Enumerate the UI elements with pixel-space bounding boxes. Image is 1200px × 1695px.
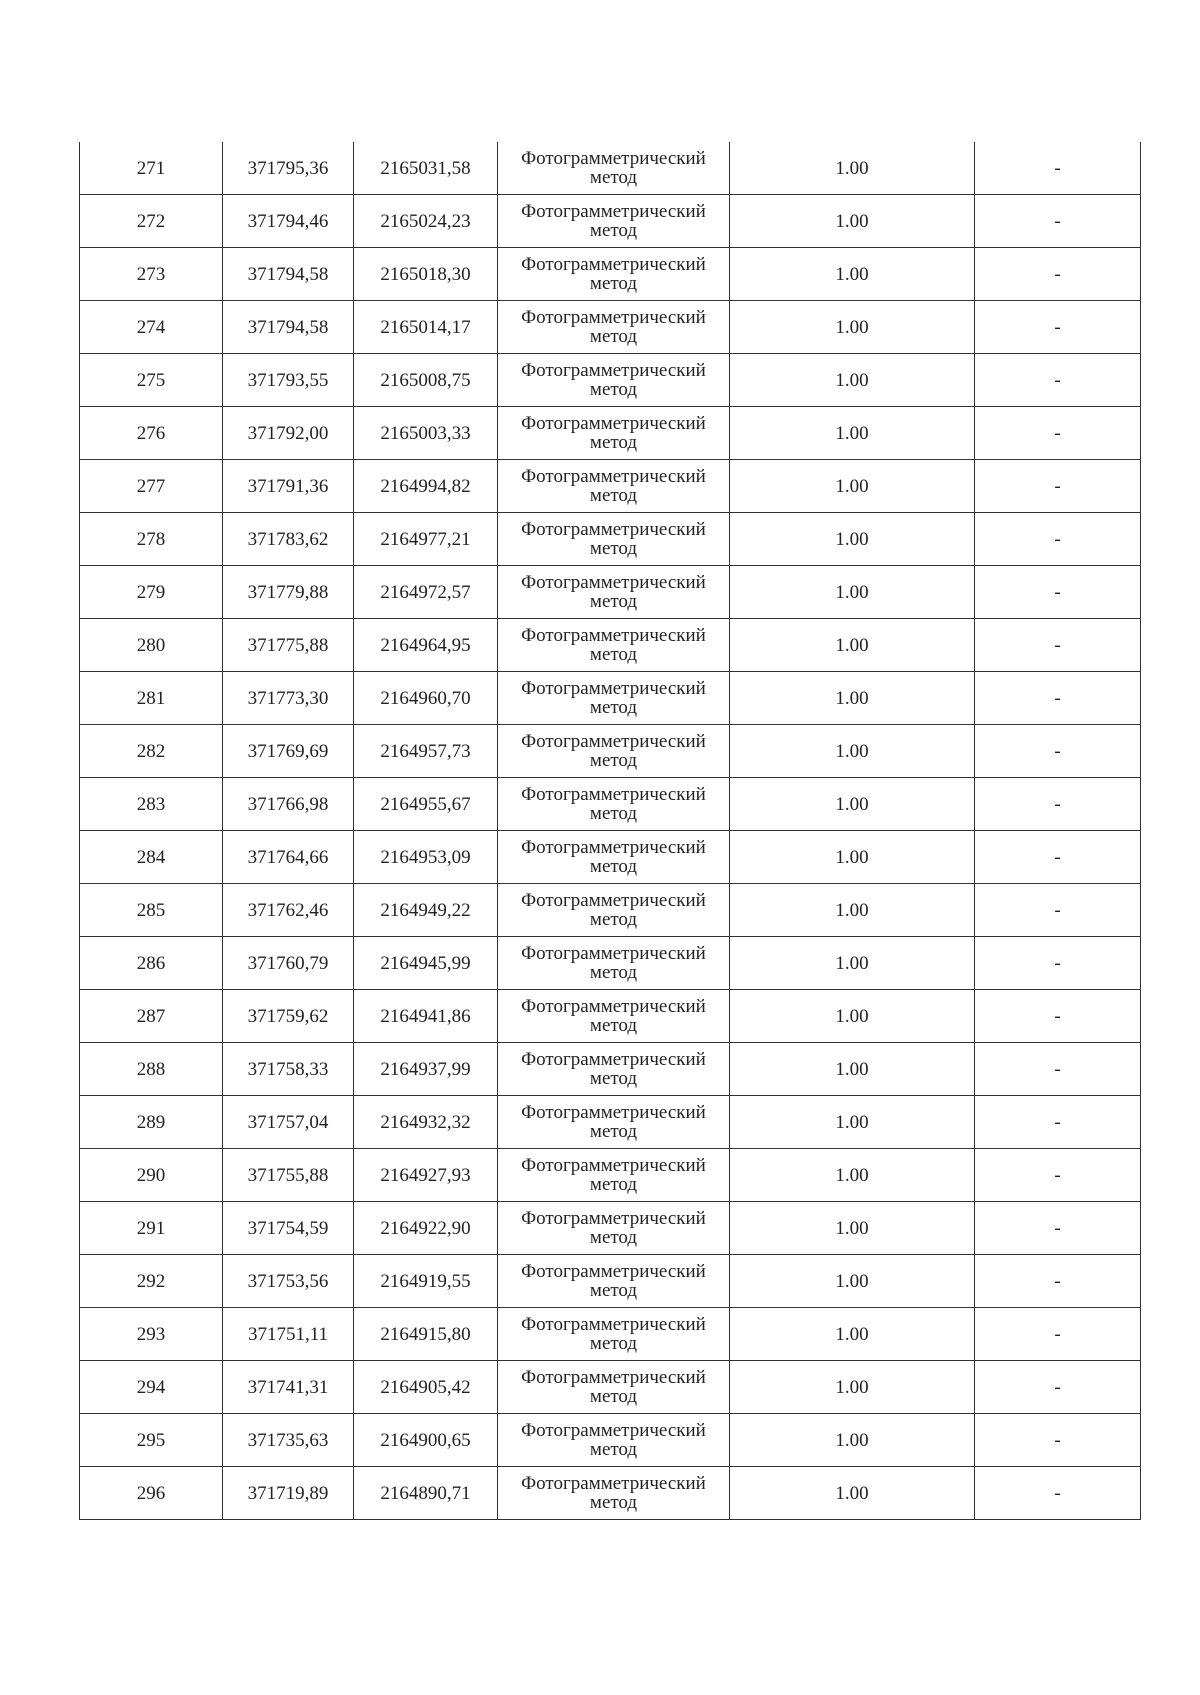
table-row <box>80 1308 1141 1361</box>
point-number-cell: 276 <box>80 407 223 460</box>
point-number-cell: 293 <box>80 1308 223 1361</box>
point-number-cell: 286 <box>80 937 223 990</box>
table-row <box>80 1414 1141 1467</box>
x-coordinate-cell: 371769,69 <box>223 725 354 778</box>
x-coordinate-cell: 371757,04 <box>223 1096 354 1149</box>
accuracy-cell: 1.00 <box>730 1467 975 1520</box>
note-cell: - <box>975 513 1141 566</box>
method-cell <box>498 831 730 884</box>
method-text-line-1: Фотограмметрический <box>521 625 706 646</box>
method-cell <box>498 407 730 460</box>
note-cell: - <box>975 725 1141 778</box>
point-number-cell: 278 <box>80 513 223 566</box>
method-text-line-1: Фотограмметрический <box>521 1102 706 1123</box>
method-text-line-2: метод <box>589 1121 638 1142</box>
y-coordinate-cell: 2164915,80 <box>354 1308 498 1361</box>
x-coordinate-cell: 371760,79 <box>223 937 354 990</box>
method-text-line-1: Фотограмметрический <box>521 1420 706 1441</box>
y-coordinate-cell: 2164919,55 <box>354 1255 498 1308</box>
method-text-line-2: метод <box>589 1439 638 1460</box>
method-text-line-2: метод <box>589 856 638 877</box>
method-cell <box>498 1202 730 1255</box>
table-row <box>80 1043 1141 1096</box>
accuracy-cell: 1.00 <box>730 460 975 513</box>
method-text-line-1: Фотограмметрический <box>521 1473 706 1494</box>
table-row <box>80 513 1141 566</box>
method-cell <box>498 1308 730 1361</box>
table-row <box>80 566 1141 619</box>
point-number-cell: 280 <box>80 619 223 672</box>
accuracy-cell: 1.00 <box>730 248 975 301</box>
method-text-line-1: Фотограмметрический <box>521 1208 706 1229</box>
method-cell <box>498 1096 730 1149</box>
note-cell: - <box>975 778 1141 831</box>
x-coordinate-cell: 371783,62 <box>223 513 354 566</box>
method-text-line-1: Фотограмметрический <box>521 784 706 805</box>
method-text-line-1: Фотограмметрический <box>521 837 706 858</box>
method-text-line-2: метод <box>589 432 638 453</box>
table-row <box>80 1149 1141 1202</box>
method-text-line-1: Фотограмметрический <box>521 254 706 275</box>
table-row <box>80 1096 1141 1149</box>
note-cell: - <box>975 831 1141 884</box>
point-number-cell: 295 <box>80 1414 223 1467</box>
point-number-cell: 283 <box>80 778 223 831</box>
x-coordinate-cell: 371794,58 <box>223 248 354 301</box>
method-text-line-2: метод <box>589 591 638 612</box>
table-row <box>80 672 1141 725</box>
table-row <box>80 990 1141 1043</box>
y-coordinate-cell: 2165031,58 <box>354 142 498 195</box>
y-coordinate-cell: 2164953,09 <box>354 831 498 884</box>
point-number-cell: 282 <box>80 725 223 778</box>
point-number-cell: 279 <box>80 566 223 619</box>
table-row <box>80 142 1141 195</box>
accuracy-cell: 1.00 <box>730 513 975 566</box>
point-number-cell: 289 <box>80 1096 223 1149</box>
x-coordinate-cell: 371759,62 <box>223 990 354 1043</box>
method-cell <box>498 1467 730 1520</box>
note-cell: - <box>975 301 1141 354</box>
method-cell <box>498 195 730 248</box>
method-cell <box>498 619 730 672</box>
y-coordinate-cell: 2164941,86 <box>354 990 498 1043</box>
point-number-cell: 296 <box>80 1467 223 1520</box>
note-cell: - <box>975 884 1141 937</box>
y-coordinate-cell: 2164932,32 <box>354 1096 498 1149</box>
point-number-cell: 271 <box>80 142 223 195</box>
method-text-line-2: метод <box>589 1333 638 1354</box>
method-cell <box>498 778 730 831</box>
method-text-line-1: Фотограмметрический <box>521 360 706 381</box>
y-coordinate-cell: 2165003,33 <box>354 407 498 460</box>
method-text-line-1: Фотограмметрический <box>521 678 706 699</box>
method-text-line-2: метод <box>589 1492 638 1513</box>
method-cell <box>498 884 730 937</box>
method-cell <box>498 1149 730 1202</box>
x-coordinate-cell: 371719,89 <box>223 1467 354 1520</box>
method-text-line-2: метод <box>589 1386 638 1407</box>
method-text-line-1: Фотограмметрический <box>521 413 706 434</box>
method-text-line-1: Фотограмметрический <box>521 1367 706 1388</box>
note-cell: - <box>975 1308 1141 1361</box>
point-number-cell: 277 <box>80 460 223 513</box>
point-number-cell: 274 <box>80 301 223 354</box>
note-cell: - <box>975 672 1141 725</box>
point-number-cell: 288 <box>80 1043 223 1096</box>
method-cell <box>498 1043 730 1096</box>
method-text-line-2: метод <box>589 273 638 294</box>
note-cell: - <box>975 248 1141 301</box>
table-row <box>80 1202 1141 1255</box>
method-text-line-1: Фотограмметрический <box>521 1049 706 1070</box>
y-coordinate-cell: 2164927,93 <box>354 1149 498 1202</box>
x-coordinate-cell: 371735,63 <box>223 1414 354 1467</box>
x-coordinate-cell: 371794,46 <box>223 195 354 248</box>
point-number-cell: 275 <box>80 354 223 407</box>
x-coordinate-cell: 371762,46 <box>223 884 354 937</box>
note-cell: - <box>975 195 1141 248</box>
table-row <box>80 354 1141 407</box>
y-coordinate-cell: 2164945,99 <box>354 937 498 990</box>
method-cell <box>498 1414 730 1467</box>
table-row <box>80 619 1141 672</box>
accuracy-cell: 1.00 <box>730 937 975 990</box>
method-cell <box>498 725 730 778</box>
x-coordinate-cell: 371779,88 <box>223 566 354 619</box>
accuracy-cell: 1.00 <box>730 566 975 619</box>
x-coordinate-cell: 371791,36 <box>223 460 354 513</box>
method-text-line-2: метод <box>589 962 638 983</box>
accuracy-cell: 1.00 <box>730 1414 975 1467</box>
method-text-line-1: Фотограмметрический <box>521 890 706 911</box>
method-cell <box>498 513 730 566</box>
method-text-line-2: метод <box>589 1227 638 1248</box>
accuracy-cell: 1.00 <box>730 725 975 778</box>
note-cell: - <box>975 566 1141 619</box>
y-coordinate-cell: 2165008,75 <box>354 354 498 407</box>
method-cell <box>498 990 730 1043</box>
point-number-cell: 292 <box>80 1255 223 1308</box>
point-number-cell: 290 <box>80 1149 223 1202</box>
method-text-line-2: метод <box>589 1280 638 1301</box>
method-cell <box>498 460 730 513</box>
table-row <box>80 1255 1141 1308</box>
method-text-line-1: Фотограмметрический <box>521 731 706 752</box>
accuracy-cell: 1.00 <box>730 619 975 672</box>
method-text-line-2: метод <box>589 220 638 241</box>
method-text-line-2: метод <box>589 1068 638 1089</box>
method-text-line-2: метод <box>589 909 638 930</box>
x-coordinate-cell: 371792,00 <box>223 407 354 460</box>
accuracy-cell: 1.00 <box>730 831 975 884</box>
note-cell: - <box>975 142 1141 195</box>
note-cell: - <box>975 1043 1141 1096</box>
y-coordinate-cell: 2164955,67 <box>354 778 498 831</box>
accuracy-cell: 1.00 <box>730 1202 975 1255</box>
point-number-cell: 294 <box>80 1361 223 1414</box>
y-coordinate-cell: 2164972,57 <box>354 566 498 619</box>
table-row <box>80 460 1141 513</box>
method-cell <box>498 1361 730 1414</box>
table-row <box>80 1467 1141 1520</box>
method-cell <box>498 672 730 725</box>
y-coordinate-cell: 2164957,73 <box>354 725 498 778</box>
method-cell <box>498 566 730 619</box>
method-text-line-1: Фотограмметрический <box>521 1155 706 1176</box>
y-coordinate-cell: 2164949,22 <box>354 884 498 937</box>
x-coordinate-cell: 371741,31 <box>223 1361 354 1414</box>
point-number-cell: 284 <box>80 831 223 884</box>
y-coordinate-cell: 2164994,82 <box>354 460 498 513</box>
y-coordinate-cell: 2164960,70 <box>354 672 498 725</box>
point-number-cell: 273 <box>80 248 223 301</box>
method-text-line-1: Фотограмметрический <box>521 466 706 487</box>
method-text-line-2: метод <box>589 167 638 188</box>
accuracy-cell: 1.00 <box>730 1149 975 1202</box>
accuracy-cell: 1.00 <box>730 778 975 831</box>
note-cell: - <box>975 1467 1141 1520</box>
y-coordinate-cell: 2165018,30 <box>354 248 498 301</box>
y-coordinate-cell: 2165024,23 <box>354 195 498 248</box>
method-text-line-2: метод <box>589 644 638 665</box>
accuracy-cell: 1.00 <box>730 1043 975 1096</box>
table-row <box>80 778 1141 831</box>
y-coordinate-cell: 2164922,90 <box>354 1202 498 1255</box>
x-coordinate-cell: 371794,58 <box>223 301 354 354</box>
table-row <box>80 937 1141 990</box>
method-text-line-1: Фотограмметрический <box>521 519 706 540</box>
note-cell: - <box>975 354 1141 407</box>
note-cell: - <box>975 460 1141 513</box>
x-coordinate-cell: 371751,11 <box>223 1308 354 1361</box>
method-cell <box>498 248 730 301</box>
x-coordinate-cell: 371753,56 <box>223 1255 354 1308</box>
method-text-line-1: Фотограмметрический <box>521 572 706 593</box>
point-number-cell: 285 <box>80 884 223 937</box>
x-coordinate-cell: 371758,33 <box>223 1043 354 1096</box>
x-coordinate-cell: 371754,59 <box>223 1202 354 1255</box>
note-cell: - <box>975 1202 1141 1255</box>
accuracy-cell: 1.00 <box>730 142 975 195</box>
coordinates-table <box>79 142 1141 1520</box>
method-cell <box>498 1255 730 1308</box>
accuracy-cell: 1.00 <box>730 1255 975 1308</box>
x-coordinate-cell: 371793,55 <box>223 354 354 407</box>
method-text-line-1: Фотограмметрический <box>521 943 706 964</box>
note-cell: - <box>975 619 1141 672</box>
table-row <box>80 884 1141 937</box>
x-coordinate-cell: 371766,98 <box>223 778 354 831</box>
note-cell: - <box>975 1096 1141 1149</box>
accuracy-cell: 1.00 <box>730 407 975 460</box>
table-row <box>80 195 1141 248</box>
y-coordinate-cell: 2164905,42 <box>354 1361 498 1414</box>
coordinates-table-body <box>80 142 1141 1520</box>
y-coordinate-cell: 2164937,99 <box>354 1043 498 1096</box>
method-cell <box>498 354 730 407</box>
note-cell: - <box>975 1255 1141 1308</box>
note-cell: - <box>975 1361 1141 1414</box>
accuracy-cell: 1.00 <box>730 1361 975 1414</box>
point-number-cell: 287 <box>80 990 223 1043</box>
method-text-line-2: метод <box>589 1015 638 1036</box>
method-text-line-1: Фотограмметрический <box>521 1314 706 1335</box>
y-coordinate-cell: 2164900,65 <box>354 1414 498 1467</box>
note-cell: - <box>975 937 1141 990</box>
table-row <box>80 407 1141 460</box>
method-cell <box>498 142 730 195</box>
x-coordinate-cell: 371773,30 <box>223 672 354 725</box>
accuracy-cell: 1.00 <box>730 354 975 407</box>
y-coordinate-cell: 2165014,17 <box>354 301 498 354</box>
note-cell: - <box>975 407 1141 460</box>
accuracy-cell: 1.00 <box>730 195 975 248</box>
method-text-line-1: Фотограмметрический <box>521 1261 706 1282</box>
table-row <box>80 725 1141 778</box>
x-coordinate-cell: 371764,66 <box>223 831 354 884</box>
accuracy-cell: 1.00 <box>730 884 975 937</box>
table-row <box>80 1361 1141 1414</box>
method-text-line-1: Фотограмметрический <box>521 996 706 1017</box>
accuracy-cell: 1.00 <box>730 672 975 725</box>
method-text-line-2: метод <box>589 697 638 718</box>
method-text-line-2: метод <box>589 379 638 400</box>
table-row <box>80 248 1141 301</box>
point-number-cell: 272 <box>80 195 223 248</box>
table-row <box>80 831 1141 884</box>
x-coordinate-cell: 371795,36 <box>223 142 354 195</box>
method-text-line-1: Фотограмметрический <box>521 201 706 222</box>
method-text-line-1: Фотограмметрический <box>521 148 706 169</box>
note-cell: - <box>975 990 1141 1043</box>
accuracy-cell: 1.00 <box>730 1096 975 1149</box>
method-cell <box>498 937 730 990</box>
method-text-line-2: метод <box>589 485 638 506</box>
point-number-cell: 281 <box>80 672 223 725</box>
accuracy-cell: 1.00 <box>730 990 975 1043</box>
method-text-line-2: метод <box>589 326 638 347</box>
accuracy-cell: 1.00 <box>730 301 975 354</box>
y-coordinate-cell: 2164977,21 <box>354 513 498 566</box>
method-text-line-2: метод <box>589 538 638 559</box>
table-row <box>80 301 1141 354</box>
method-text-line-2: метод <box>589 1174 638 1195</box>
accuracy-cell: 1.00 <box>730 1308 975 1361</box>
method-text-line-2: метод <box>589 803 638 824</box>
method-text-line-2: метод <box>589 750 638 771</box>
y-coordinate-cell: 2164890,71 <box>354 1467 498 1520</box>
method-cell <box>498 301 730 354</box>
point-number-cell: 291 <box>80 1202 223 1255</box>
x-coordinate-cell: 371755,88 <box>223 1149 354 1202</box>
note-cell: - <box>975 1149 1141 1202</box>
method-text-line-1: Фотограмметрический <box>521 307 706 328</box>
y-coordinate-cell: 2164964,95 <box>354 619 498 672</box>
note-cell: - <box>975 1414 1141 1467</box>
x-coordinate-cell: 371775,88 <box>223 619 354 672</box>
